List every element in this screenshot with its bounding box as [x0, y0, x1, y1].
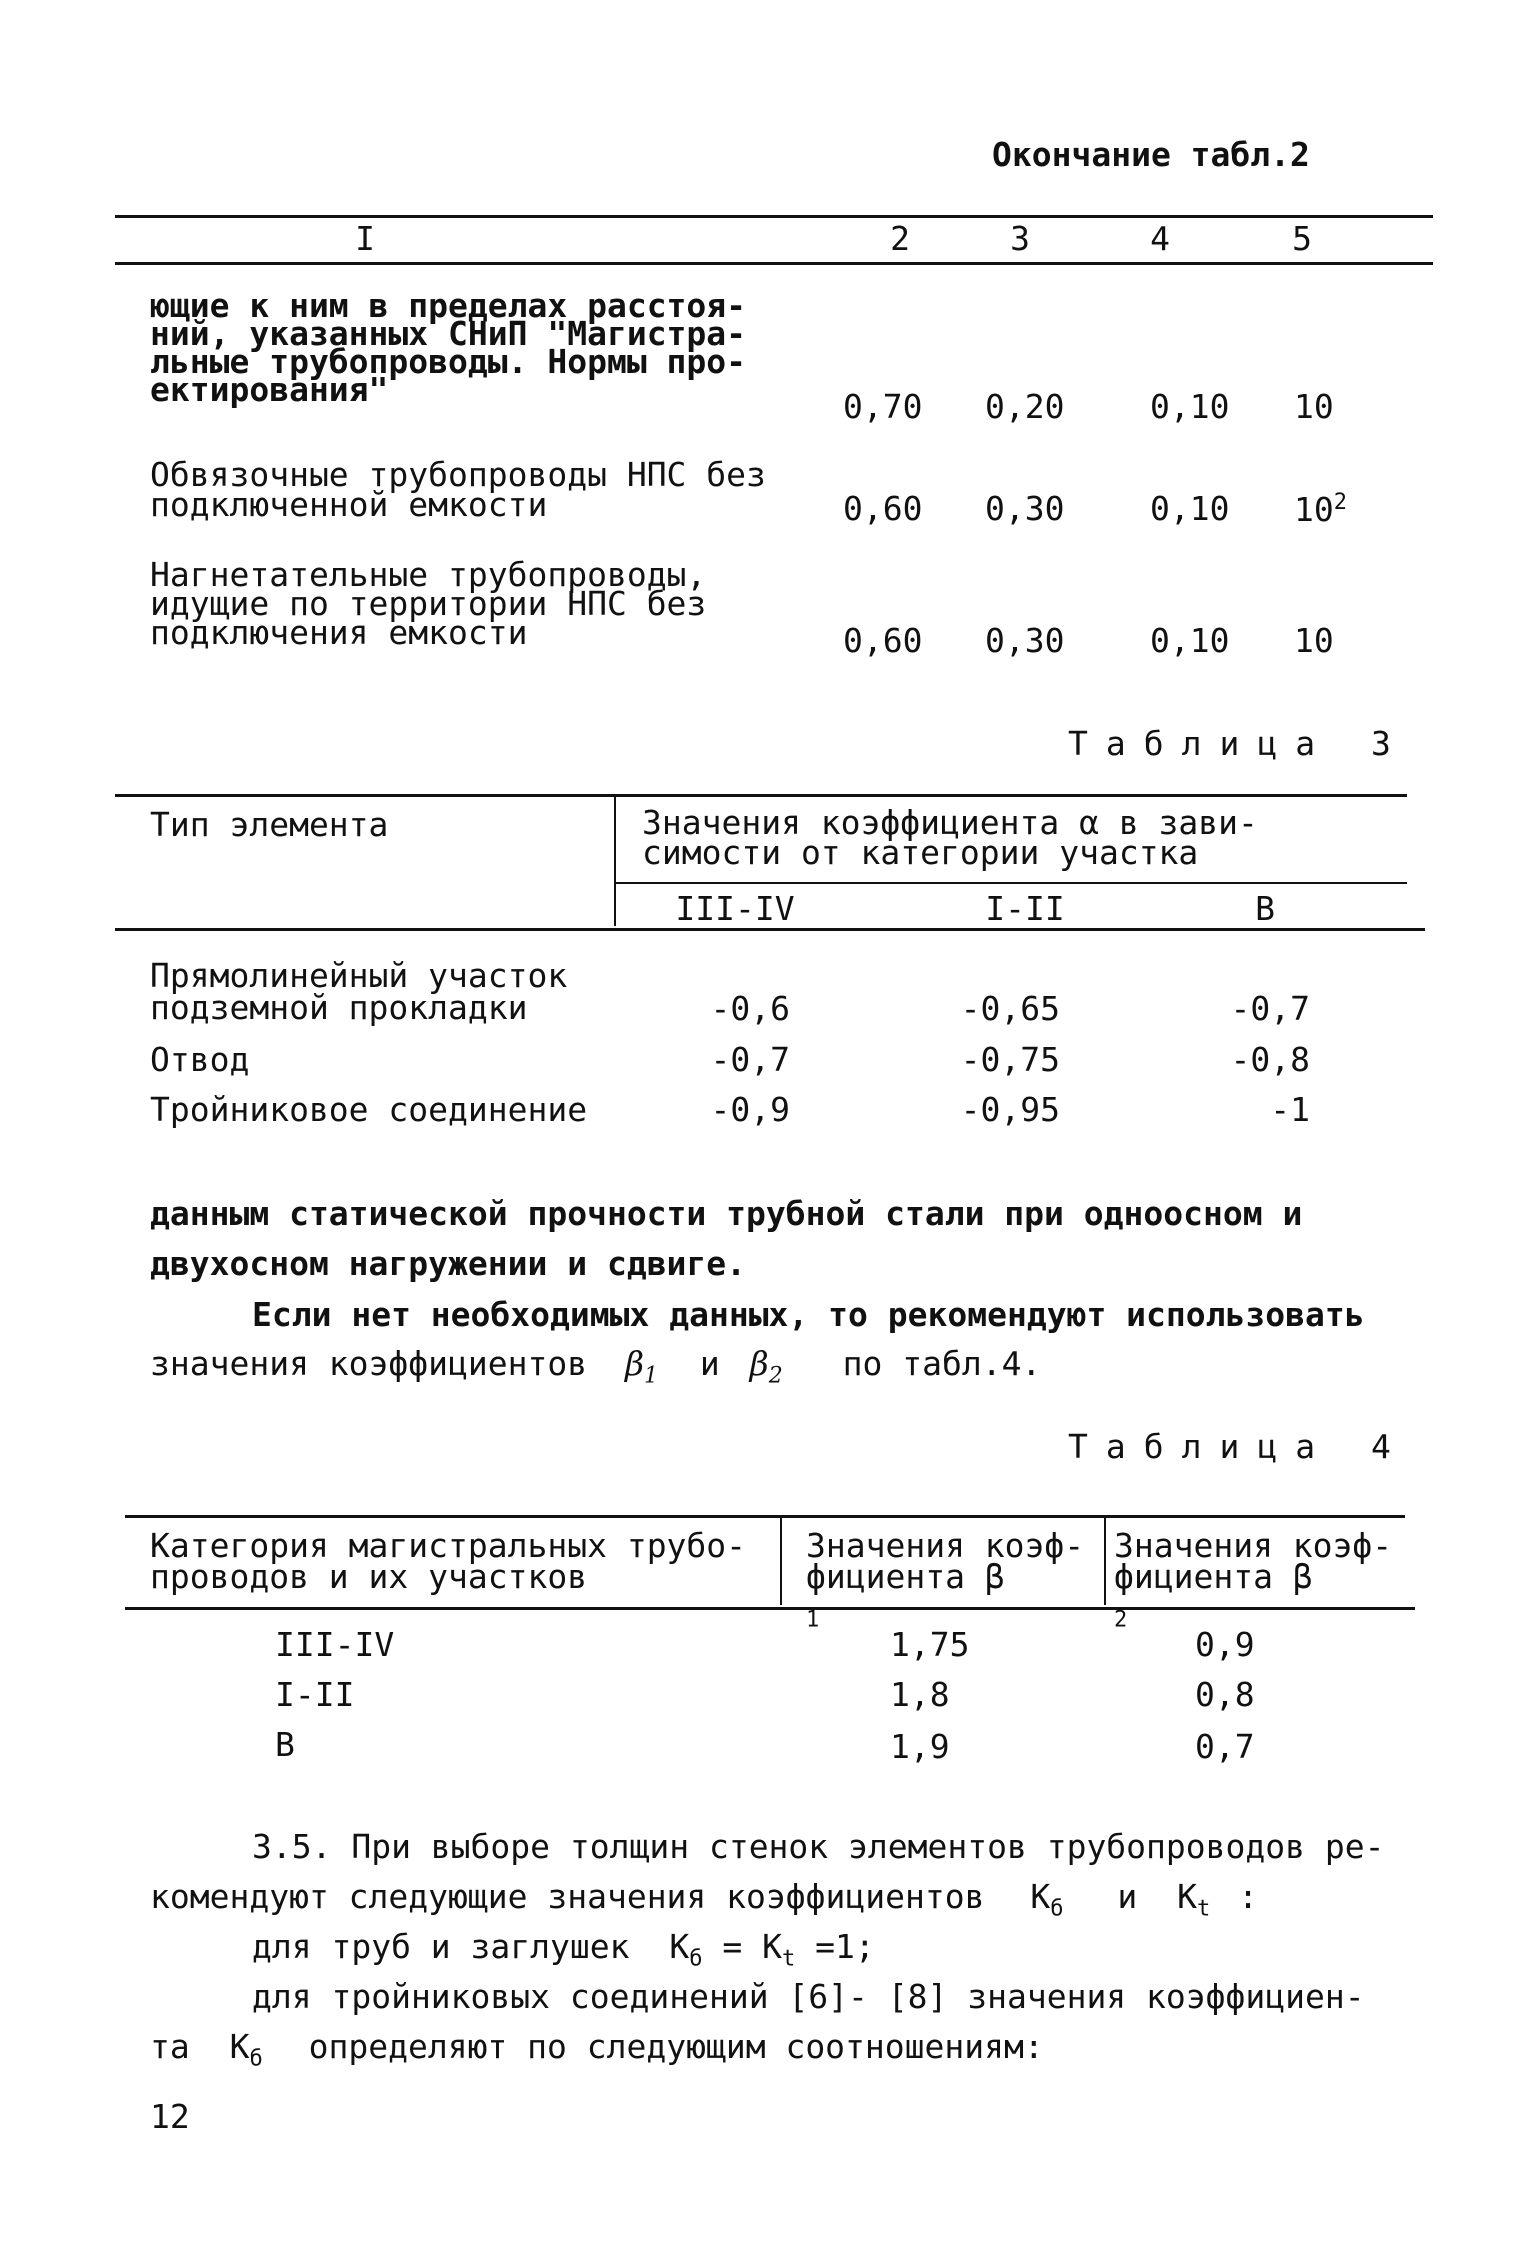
- k-sigma-symbol: $K_б$: [1030, 1877, 1064, 1922]
- table3-sub-1: III-IV: [675, 889, 795, 928]
- table3-caption: Таблица 3: [1068, 724, 1409, 763]
- section-3-5-line-5: та $K_б$ определяют по следующим соотношениям:: [150, 2027, 1044, 2072]
- table2-row-1-v4: 0,10: [1150, 387, 1230, 426]
- table2-row-1-v3: 0,20: [985, 387, 1065, 426]
- table2-row-1-v2: 0,70: [843, 387, 923, 426]
- table3-subheader-rule: [614, 882, 1407, 884]
- table3-row-3-v3: -1: [1270, 1090, 1310, 1129]
- table2-row-1-text: ющие к ним в пределах расстоя- ний, указанных СНиП "Магистра- льные трубопроводы. Нормы про- ектирования": [150, 286, 747, 409]
- table4-header-rule: [125, 1607, 1415, 1610]
- table2-header-rule: [115, 262, 1433, 265]
- section-3-5-line-2: комендуют следующие значения коэффициентов $K_б$ и $K_t$ :: [150, 1877, 1258, 1922]
- table4-row-2-b2: 0,8: [1195, 1675, 1255, 1714]
- table3-sub-3: В: [1255, 889, 1275, 928]
- table2-row-2-text: Обвязочные трубопроводы НПС без подключенной емкости: [150, 455, 766, 524]
- table3-sub-2: I-II: [985, 889, 1065, 928]
- table3-top-rule: [115, 794, 1407, 797]
- table4-header-beta1: Значения коэф- фициента β $_1$: [806, 1526, 1085, 1633]
- table2-top-rule: [115, 215, 1433, 218]
- table3-row-3-v1: -0,9: [710, 1090, 790, 1129]
- table4-top-rule: [125, 1515, 1405, 1518]
- table4-divider-2: [1104, 1515, 1106, 1605]
- table2-row-3-text: Нагнетательные трубопроводы, идущие по территории НПС без подключения емкости: [150, 555, 707, 652]
- table3-header-rule: [115, 928, 1425, 931]
- table4-row-3-b1: 1,9: [890, 1727, 950, 1766]
- table2-header-4: 4: [1150, 219, 1170, 258]
- paragraph-line-1: данным статической прочности трубной стали при одноосном и: [150, 1194, 1303, 1233]
- paragraph-line-3: Если нет необходимых данных, то рекомендуют использовать: [252, 1295, 1365, 1334]
- table4-header-category: Категория магистральных трубо- проводов и их участков: [150, 1526, 747, 1596]
- table3-divider: [614, 794, 616, 926]
- beta1-symbol: $\beta_1$: [624, 1344, 659, 1389]
- table4-header-beta2: Значения коэф- фициента β $_2$: [1114, 1526, 1393, 1633]
- k-t-symbol: $K_t$: [1177, 1877, 1211, 1922]
- table2-row-2-v4: 0,10: [1150, 489, 1230, 528]
- table2-row-3-v4: 0,10: [1150, 621, 1230, 660]
- table2-caption: Окончание табл.2: [992, 135, 1310, 174]
- section-3-5-line-4: для тройниковых соединений [6]- [8] значения коэффициен-: [252, 1977, 1365, 2016]
- table4-caption: Таблица 4: [1068, 1427, 1409, 1466]
- page-number: 12: [150, 2097, 190, 2136]
- table3-row-2-name: Отвод: [150, 1040, 250, 1079]
- table3-row-2-v1: -0,7: [710, 1040, 790, 1079]
- table3-row-1-v3: -0,7: [1230, 989, 1310, 1028]
- table2-row-2-v3: 0,30: [985, 489, 1065, 528]
- table3-header-type: Тип элемента: [150, 805, 389, 844]
- section-3-5-line-3: для труб и заглушек $K_б = K_t =1$;: [252, 1927, 875, 1972]
- table4-row-1-b2: 0,9: [1195, 1625, 1255, 1664]
- table4-row-3-b2: 0,7: [1195, 1727, 1255, 1766]
- footnote-mark: 2: [1333, 490, 1347, 515]
- table2-header-5: 5: [1292, 219, 1312, 258]
- paragraph-line-4: значения коэффициентов $\beta_1$ и $\beta_2$ по табл.4.: [150, 1344, 1042, 1389]
- table2-row-3-v3: 0,30: [985, 621, 1065, 660]
- table4-row-1-b1: 1,75: [890, 1625, 970, 1664]
- paragraph-line-2: двухосном нагружении и сдвиге.: [150, 1244, 747, 1283]
- table2-row-3-v2: 0,60: [843, 621, 923, 660]
- table2-row-2-v2: 0,60: [843, 489, 923, 528]
- table2-header-3: 3: [1010, 219, 1030, 258]
- table3-row-1-name: Прямолинейный участок подземной прокладки: [150, 956, 568, 1027]
- table3-row-3-name: Тройниковое соединение: [150, 1090, 588, 1129]
- table3-row-3-v2: -0,95: [960, 1090, 1060, 1129]
- table2-header-1: I: [355, 219, 375, 258]
- table2-row-3-v5: 10: [1294, 621, 1334, 660]
- table3-row-1-v2: -0,65: [960, 989, 1060, 1028]
- beta2-symbol: $\beta_2$: [749, 1344, 783, 1389]
- table2-header-2: 2: [890, 219, 910, 258]
- table4-divider-1: [780, 1515, 782, 1605]
- section-3-5-line-1: 3.5. При выборе толщин стенок элементов трубопроводов ре-: [252, 1827, 1385, 1866]
- table3-row-2-v3: -0,8: [1230, 1040, 1310, 1079]
- table4-row-1-cat: III-IV: [275, 1625, 395, 1664]
- table4-row-2-b1: 1,8: [890, 1675, 950, 1714]
- table3-row-1-v1: -0,6: [710, 989, 790, 1028]
- table2-row-1-v5: 10: [1294, 387, 1334, 426]
- table3-header-values: Значения коэффициента α в зави- симости от категории участка: [642, 803, 1258, 872]
- table2-row-2-v5: $10^2$: [1294, 490, 1347, 529]
- table4-row-3-cat: В: [275, 1725, 295, 1764]
- table4-row-2-cat: I-II: [275, 1675, 355, 1714]
- table3-row-2-v2: -0,75: [960, 1040, 1060, 1079]
